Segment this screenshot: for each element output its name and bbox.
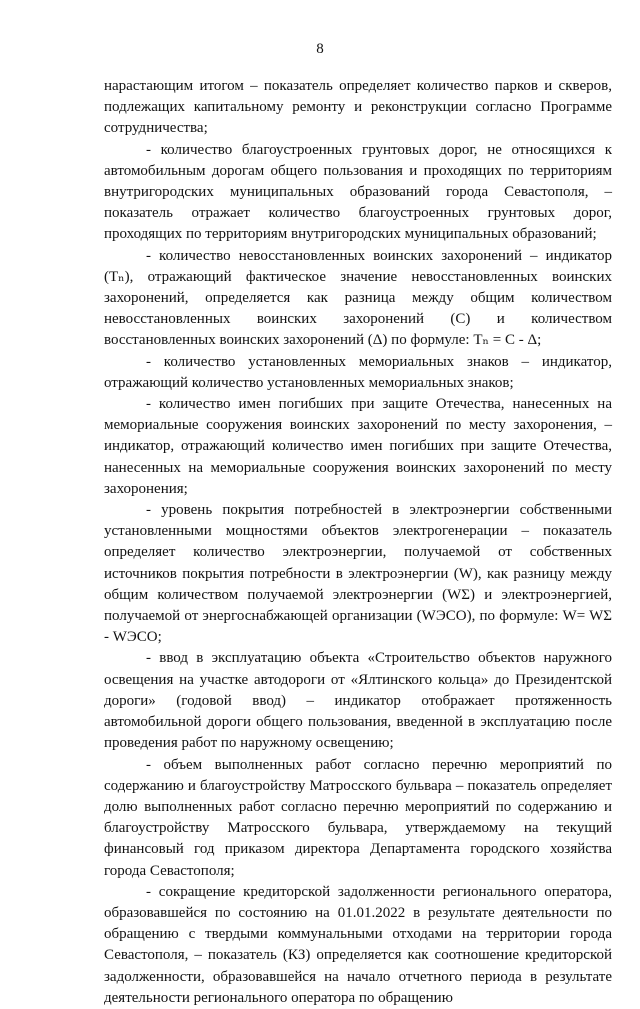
paragraph-names-of-fallen: - количество имен погибших при защите Отечества, нанесенных на мемориальные сооружения воинских захоронений по месту захоронения, – индикатор, отражающий количество имен погибших при защите Отечества, нанесенных на мемориальные сооружения воинских захоронений по месту захоронения; xyxy=(104,396,612,497)
paragraph-military-burials: - количество невосстановленных воинских захоронений – индикатор (Тₙ), отражающий фактическое значение невосстановленных воинских захоронений, определяется как разница между общим количеством невосстановленных воинских захоронений (С) и количеством восстановленных воинских захоронений (Δ) по формуле: Тₙ = С - Δ; xyxy=(104,247,612,349)
paragraph-accounts-payable: - сокращение кредиторской задолженности регионального оператора, образовавшейся по состоянию на 01.01.2022 в результате деятельности по обращению с твердыми коммунальными отходами на территории города Севастополя, – показатель (КЗ) определяется как соотношение кредиторской задолженности, образовавшейся на начало отчетного периода в результате деятельности регионального оператора по обращению xyxy=(104,883,612,1006)
body-text xyxy=(104,76,612,1009)
paragraph-parks-continuation: нарастающим итогом – показатель определяет количество парков и скверов, подлежащих капитальному ремонту и реконструкции согласно Программе сотрудничества; xyxy=(104,78,612,137)
paragraph-electricity-coverage: - уровень покрытия потребностей в электроэнергии собственными установленными мощностями объектов электрогенерации – показатель определяет количество электроэнергии, получаемой от собственных источников покрытия потребности в электроэнергии (W), как разницу между общим количеством получаемой электроэнергии (WΣ) и электроэнергией, получаемой от энергоснабжающей организации (WЭСО), по формуле: W= WΣ - WЭСО; xyxy=(104,502,612,646)
paragraph-matrossky-boulevard: - объем выполненных работ согласно перечню мероприятий по содержанию и благоустройству Матросского бульвара – показатель определяет долю выполненных работ согласно перечню мероприятий по содержанию и благоустройству Матросского бульвара, утверждаемому на текущий финансовый год приказом директора Департамента городского хозяйства города Севастополя; xyxy=(104,756,612,879)
paragraph-memorial-signs: - количество установленных мемориальных знаков – индикатор, отражающий количество установленных мемориальных знаков; xyxy=(104,353,612,391)
page-number: 8 xyxy=(316,41,324,57)
paragraph-dirt-roads: - количество благоустроенных грунтовых дорог, не относящихся к автомобильным дорогам общего пользования и проходящих по территориям внутригородских муниципальных образований города Севастополя, – показатель отражает количество благоустроенных грунтовых дорог, проходящих по территориям внутригородских муниципальных образований; xyxy=(104,141,612,243)
paragraph-street-lighting: - ввод в эксплуатацию объекта «Строительство объектов наружного освещения на участке автодороги от «Ялтинского кольца» до Президентской дороги» (годовой ввод) – индикатор отображает протяженность автомобильной дороги общего пользования, введенной в эксплуатацию после проведения работ по наружному освещению; xyxy=(104,650,612,752)
